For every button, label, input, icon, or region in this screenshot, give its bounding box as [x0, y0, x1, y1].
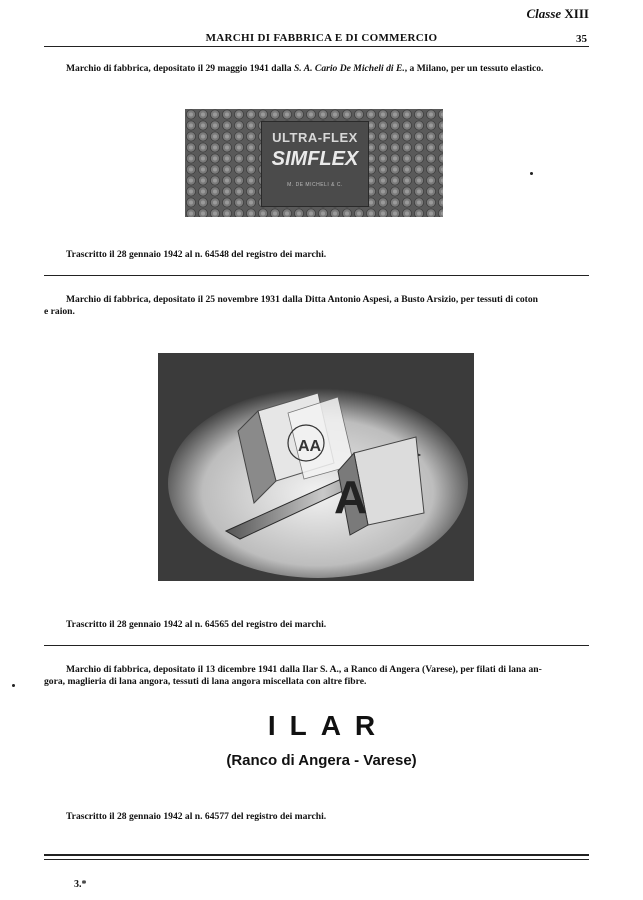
- trademark-line-2: SIMFLEX: [271, 148, 359, 170]
- entry-3-trademark-subtitle: (Ranco di Angera - Varese): [226, 752, 417, 769]
- entry-1-owner: S. A. Cario De Micheli di E.: [293, 63, 405, 74]
- entry-1-description: Marchio di fabbrica, depositato il 29 maggio 1941 dalla S. A. Cario De Micheli di E., a Milano, per un tessuto elastico.: [66, 63, 544, 74]
- page-number: 35: [576, 33, 587, 45]
- entry-divider: [44, 645, 589, 646]
- trademark-line-1: ULTRA-FLEX: [272, 130, 358, 145]
- trademark-line-3: M. DE MICHELI & C.: [287, 182, 343, 188]
- svg-text:AA: AA: [298, 438, 322, 455]
- classe-number: XIII: [564, 6, 589, 21]
- classe-label: Classe XIII: [526, 6, 589, 21]
- entry-2-trascritto: Trascritto il 28 gennaio 1942 al n. 64565 del registro dei marchi.: [66, 619, 327, 630]
- footer-divider-2: [44, 859, 589, 860]
- entry-3-description: Marchio di fabbrica, depositato il 13 dicembre 1941 dalla Ilar S. A., a Ranco di Angera (Varese), per filati di lana an-: [66, 664, 542, 675]
- entry-3-description-line2: gora, maglieria di lana angora, tessuti di lana angora miscellata con altre fibre.: [44, 676, 367, 687]
- print-speck: [530, 172, 533, 175]
- entry-2-trademark-image: [158, 353, 474, 581]
- entry-3-trascritto: Trascritto il 28 gennaio 1942 al n. 64577 del registro dei marchi.: [66, 811, 327, 822]
- entry-2-owner: Ditta Antonio Aspesi: [304, 294, 390, 305]
- entry-3-owner: Ilar S. A.: [302, 664, 339, 675]
- print-speck: [12, 684, 15, 687]
- footer-divider-1: [44, 854, 589, 856]
- header-divider: [44, 46, 589, 47]
- footer-signature: 3.*: [74, 879, 87, 890]
- svg-text:A: A: [334, 471, 368, 523]
- entry-2-description: Marchio di fabbrica, depositato il 25 novembre 1931 dalla Ditta Antonio Aspesi, a Busto Arsizio, per tessuti di coton: [66, 294, 538, 305]
- entry-divider: [44, 275, 589, 276]
- entry-1-trademark-image: [185, 109, 443, 217]
- entry-2-description-line2: e raion.: [44, 306, 75, 317]
- trademark-label-plate: [261, 121, 369, 207]
- page-title: MARCHI DI FABBRICA E DI COMMERCIO: [205, 32, 438, 44]
- entry-1-trascritto: Trascritto il 28 gennaio 1942 al n. 64548 del registro dei marchi.: [66, 249, 327, 260]
- aspesi-logo-illustration: [158, 353, 474, 581]
- entry-3-trademark-title: ILAR: [267, 710, 390, 741]
